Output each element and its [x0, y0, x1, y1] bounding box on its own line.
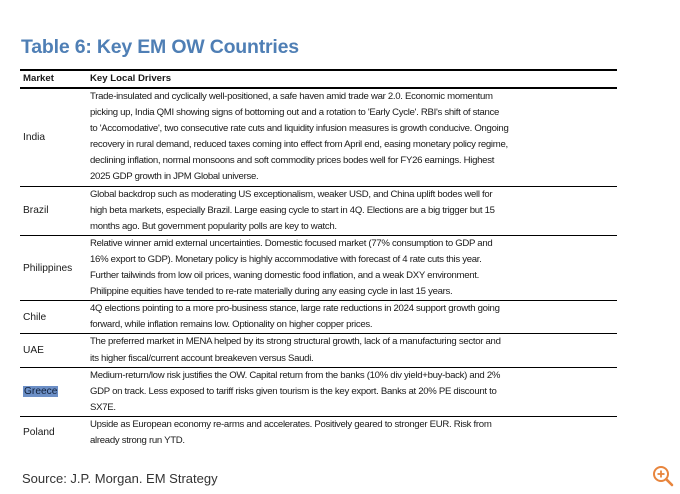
table-title: Table 6: Key EM OW Countries: [21, 36, 299, 58]
table-row-philippines: [20, 236, 617, 301]
market-name: Philippines: [23, 262, 73, 274]
drivers-text: [88, 301, 617, 333]
driver-line: already strong run YTD.: [90, 434, 185, 446]
table-row-uae: [20, 334, 617, 367]
source-note: Source: J.P. Morgan. EM Strategy: [22, 471, 218, 486]
driver-line: GDP on track. Less exposed to tariff risks given tourism is the key export. Banks at 20% PE discount to: [90, 385, 497, 397]
driver-line: months ago. But government popularity polls are key to watch.: [90, 220, 337, 232]
drivers-text: [88, 334, 617, 366]
table-row-india: [20, 89, 617, 187]
market-name: India: [23, 131, 46, 143]
header-drivers: Key Local Drivers: [90, 73, 172, 84]
drivers-text: [88, 89, 617, 186]
drivers-text: [88, 187, 617, 235]
market-name: UAE: [23, 345, 44, 356]
market-name: Poland: [23, 427, 55, 439]
driver-line: declining inflation, normal monsoons and soft commodity prices bodes well for FY26 earnings. Highest: [90, 155, 495, 167]
drivers-text: [88, 236, 617, 300]
driver-line: 16% export to GDP). Monetary policy is highly accommodative with forecast of 4 rate cuts this year.: [90, 253, 482, 265]
driver-line: recovery in rural demand, reduced taxes coming into effect from April end, easing monetary policy regime,: [90, 139, 508, 151]
driver-line: Further tailwinds from low oil prices, waning domestic food inflation, and a weak DXY environment.: [90, 270, 480, 282]
drivers-text: [88, 368, 617, 416]
driver-line: Philippine equities have tended to re-rate materially during any easing cycle in last 15 years.: [90, 286, 453, 298]
driver-line: Relative winner amid external uncertainties. Domestic focused market (77% consumption to GDP and: [90, 237, 493, 249]
driver-line: its higher fiscal/current account breakeven versus Saudi.: [90, 352, 314, 364]
header-market: Market: [23, 73, 54, 84]
driver-line: SX7E.: [90, 401, 116, 413]
driver-line: high beta markets, especially Brazil. Large easing cycle to start in 4Q. Elections are a big trigger but 15: [90, 204, 495, 216]
drivers-table: [20, 69, 617, 449]
driver-line: to 'Accomodative', two consecutive rate cuts and liquidity infusion measures is growth conducive. Ongoing: [90, 123, 509, 135]
table-row-poland: [20, 417, 617, 449]
market-name: Chile: [23, 311, 47, 323]
driver-line: Global backdrop such as moderating US exceptionalism, weaker USD, and China uplift bodes well for: [90, 188, 493, 200]
driver-line: 2025 GDP growth in JPM Global universe.: [90, 171, 259, 183]
driver-line: Trade-insulated and cyclically well-positioned, a safe haven amid trade war 2.0. Economic momentum: [90, 91, 493, 102]
driver-line: forward, while inflation remains low. Optionality on higher copper prices.: [90, 319, 373, 331]
table-row-brazil: [20, 187, 617, 236]
driver-line: Medium-return/low risk justifies the OW. Capital return from the banks (10% div yield+buy-back) and 2%: [90, 369, 501, 381]
driver-line: Upside as European economy re-arms and accelerates. Positively geared to stronger EUR. Risk from: [90, 418, 492, 430]
market-name: Brazil: [23, 205, 49, 217]
table-header: [20, 69, 617, 89]
driver-line: The preferred market in MENA helped by its strong structural growth, lack of a manufacturing sector and: [90, 336, 501, 348]
table-row-chile: [20, 301, 617, 334]
drivers-text: [88, 417, 617, 449]
table-row-greece: [20, 368, 617, 417]
driver-line: 4Q elections pointing to a more pro-business stance, large rate reductions in 2024 support growth going: [90, 303, 500, 315]
market-name-highlighted[interactable]: Greece: [24, 386, 58, 398]
zoom-in-icon[interactable]: [651, 464, 675, 488]
driver-line: picking up, India QMI showing signs of bottoming out and a rotation to 'Early Cycle'. RBI's shift of stance: [90, 107, 500, 119]
